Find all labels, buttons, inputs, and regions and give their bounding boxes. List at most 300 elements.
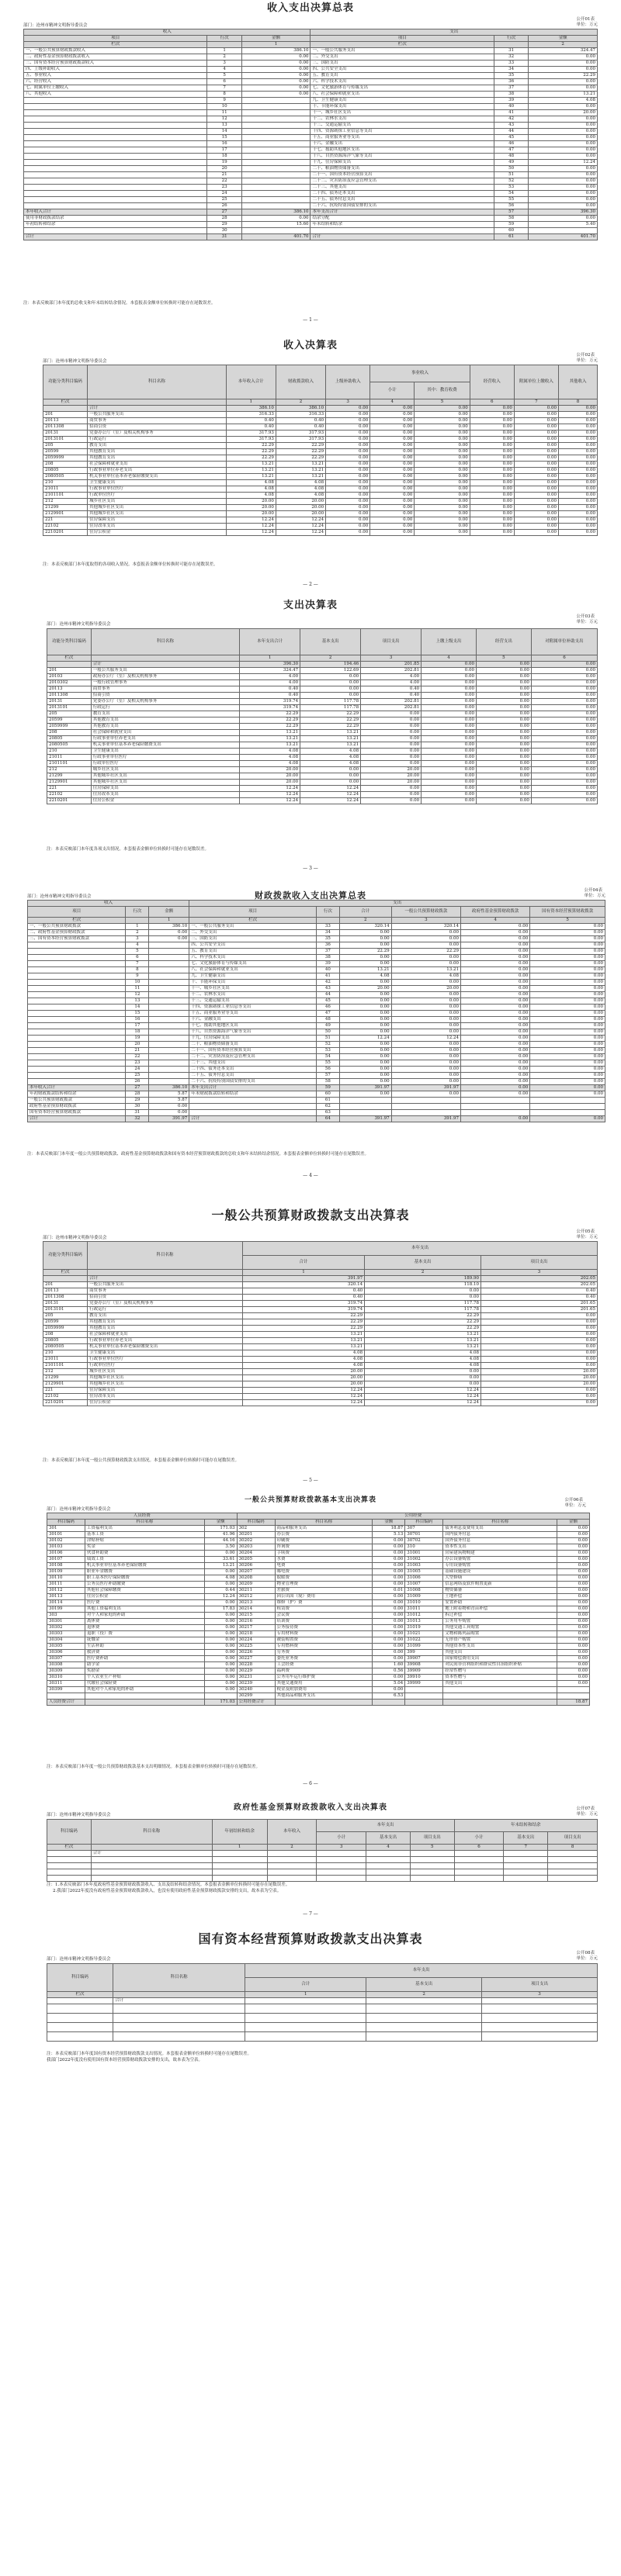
table-cell: 一、一般公共预算财政拨款收入 (24, 48, 207, 54)
table-cell: 五、事业收入 (24, 73, 207, 79)
table-cell: 0.00 (370, 443, 415, 449)
table-cell: 4.08 (339, 973, 391, 980)
table-cell: 行次 (207, 36, 241, 42)
table-cell (24, 116, 207, 123)
table-cell: 0.00 (204, 1631, 237, 1637)
table-cell: 0.00 (460, 986, 529, 992)
table-row (47, 798, 598, 804)
table-cell: 政府性基金预算财政拨款 (28, 1104, 126, 1110)
table-cell: 30113 (47, 1594, 85, 1600)
table-cell (267, 1851, 317, 1857)
section-government-fund (0, 1796, 621, 1928)
table-cell: 0.00 (529, 166, 598, 172)
table-cell (28, 1079, 126, 1085)
table-row (28, 1085, 605, 1091)
table-cell (28, 973, 126, 980)
table-cell: 22.29 (300, 724, 361, 730)
table-cell (405, 1699, 443, 1706)
table-cell (241, 98, 310, 104)
table-cell: 18.87 (373, 1526, 405, 1532)
table-cell: 48 (316, 1017, 339, 1023)
table-row (28, 1017, 605, 1023)
table-cell (454, 1851, 504, 1857)
table-cell: 22.29 (365, 1319, 481, 1326)
table-row (28, 1054, 605, 1060)
table-cell: 国内债务付息 (443, 1532, 557, 1538)
table-cell: 基本支出 (300, 629, 361, 655)
table-cell: 0.00 (391, 1048, 460, 1054)
table-row (47, 1876, 598, 1882)
table-cell: 0.00 (361, 717, 422, 724)
table-cell: 20.00 (243, 1375, 365, 1381)
table-note: 注：本表反映部门本年度取得的各项收入情况。本套报表金额单位转换时可能存在尾数误差。 (43, 562, 218, 567)
table-cell: 29 (126, 1098, 149, 1104)
table-cell: 27 (126, 1085, 149, 1091)
table-cell: 13.21 (276, 462, 325, 468)
table-cell: 30240 (237, 1687, 275, 1693)
table-cell: 0.00 (361, 724, 422, 730)
table-cell: 24 (207, 191, 241, 197)
table-cell: 221 (43, 517, 88, 524)
department-label: 部门：沧州市精神文明指导委员会 (43, 1236, 107, 1240)
table-cell (24, 166, 207, 172)
header-row (47, 655, 598, 662)
table-row (43, 1307, 598, 1313)
table-cell: 0.00 (514, 474, 558, 480)
table-row (28, 1067, 605, 1073)
table-cell: 0.00 (370, 462, 415, 468)
table-cell: 0.00 (476, 773, 531, 780)
table-cell: 住房保障支出 (88, 1388, 243, 1394)
table-cell: 0.00 (204, 1644, 237, 1650)
table-cell: 0.00 (481, 1363, 598, 1369)
table-cell: 386.10 (149, 924, 189, 930)
table-cell (24, 135, 207, 141)
table-cell: 0.00 (361, 798, 422, 804)
table-cell: 年末财政拨款结转和结余 (189, 1091, 317, 1098)
table-cell: 0.00 (557, 1625, 590, 1631)
table-cell: 功能分类科目编码 (43, 1242, 88, 1270)
table-cell: 22.29 (365, 1326, 481, 1332)
table-cell: 51 (494, 172, 528, 178)
table-cell: 117.78 (365, 1307, 481, 1313)
table-cell (28, 961, 126, 967)
table-cell: 0.00 (470, 530, 514, 536)
table-cell: 59 (316, 1085, 339, 1091)
table-cell: 39 (494, 98, 528, 104)
table-cell: 0.00 (365, 1381, 481, 1388)
table-cell (24, 191, 207, 197)
table-cell: 0.00 (361, 711, 422, 717)
table-cell: 5.04 (373, 1681, 405, 1687)
table-cell: 0.40 (276, 418, 325, 424)
table-cell: 行政事业单位医疗 (91, 755, 239, 761)
table-cell: 30110 (47, 1575, 85, 1582)
table-cell: 信息网络及软件购置更新 (443, 1582, 557, 1588)
table-cell: 33 (316, 924, 339, 930)
table-cell: 1 (207, 48, 241, 54)
table-cell: 二十四、债务还本支出 (189, 1067, 317, 1073)
table-cell: 0.00 (241, 73, 310, 79)
table-cell: 行政单位医疗 (88, 1363, 243, 1369)
table-cell: 2129901 (47, 780, 92, 786)
table-cell: 12.24 (391, 1036, 460, 1042)
table-cell: 302 (237, 1526, 275, 1532)
table-cell: 0.00 (531, 742, 597, 749)
table-cell: 0.00 (557, 1544, 590, 1551)
table-cell (530, 1104, 605, 1110)
table-cell: 57 (316, 1073, 339, 1079)
table-cell: 31008 (405, 1588, 443, 1594)
table-cell: 30299 (237, 1693, 275, 1699)
table-cell (113, 1992, 245, 1998)
table-cell: 0.00 (370, 517, 415, 524)
table-cell: 31 (494, 48, 528, 54)
table-cell: 30311 (47, 1681, 85, 1687)
table-cell: 项目支出 (482, 1978, 598, 1992)
table-cell: 0.00 (391, 961, 460, 967)
table-cell: 本年收入 (267, 1820, 317, 1845)
table-cell (212, 1869, 267, 1876)
table-cell: 本年支出 (245, 1964, 598, 1978)
table-cell (47, 1851, 92, 1857)
table-cell: 22.29 (240, 717, 300, 724)
table-cell: 38 (316, 955, 339, 961)
table-cell: 4.08 (365, 1363, 481, 1369)
table-cell: 0.00 (557, 1582, 590, 1588)
table-cell: 12.24 (240, 792, 300, 798)
section-state-capital (0, 1928, 621, 2080)
table-cell: 11 (126, 986, 149, 992)
table-cell: 0.00 (557, 1569, 590, 1575)
table-cell: 30199 (47, 1606, 85, 1613)
table-cell: 0.00 (365, 1369, 481, 1375)
table-cell (410, 1851, 454, 1857)
table-cell: 401.70 (241, 234, 310, 240)
table-cell: 20.00 (276, 505, 325, 511)
table-cell: 0.00 (391, 1079, 460, 1085)
table-cell: 30216 (237, 1619, 275, 1625)
table-cell: 其他支出 (443, 1681, 557, 1687)
table-cell: 城乡社区支出 (88, 1369, 243, 1375)
table-cell (149, 1048, 189, 1054)
table-cell: 0.00 (529, 85, 598, 92)
table-cell: 基本工资 (85, 1532, 204, 1538)
table-cell: 0.00 (339, 1023, 391, 1029)
table-cell: 12.24 (226, 517, 276, 524)
table-row (47, 2014, 598, 2023)
table-cell: 4.08 (365, 1350, 481, 1357)
table-row (47, 674, 598, 680)
table-cell: 行政事业单位养老支出 (91, 736, 239, 742)
table-cell (28, 949, 126, 955)
table-cell (91, 655, 239, 662)
table-cell: 0.00 (558, 480, 597, 486)
table-cell: 36 (494, 79, 528, 85)
table-cell: 培训费 (275, 1619, 373, 1625)
table-cell (149, 1060, 189, 1067)
table-cell: 0.00 (422, 730, 477, 736)
table-cell: 0.00 (460, 1023, 529, 1029)
table-cell: 4.08 (276, 493, 325, 499)
table-cell: 年末结转和结余 (454, 1820, 597, 1832)
table-cell: 科目名称 (88, 365, 227, 399)
table-cell: 0.00 (460, 1079, 529, 1085)
table-cell: 二十四、债务还本支出 (310, 191, 494, 197)
page-number: — 6 — (303, 1781, 318, 1786)
table-cell: 0.00 (514, 524, 558, 530)
table-row (43, 1332, 598, 1338)
table-cell: 25 (207, 197, 241, 203)
table-cell: 二十一、国有资本经营预算支出 (189, 1048, 317, 1054)
table-cell: 13 (207, 123, 241, 129)
table-cell (454, 1876, 504, 1882)
table-cell: 20805 (47, 736, 92, 742)
table-cell: 使用非财政拨款结余 (24, 216, 207, 222)
table-cell: 43 (316, 986, 339, 992)
table-cell: 12.24 (243, 1394, 365, 1400)
table-title: 一般公共预算财政拨款支出决算表 (211, 1208, 410, 1222)
table-row (43, 480, 598, 486)
table-cell: 基本支出 (366, 1978, 482, 1992)
table-cell: 22102 (47, 792, 92, 798)
table-cell: 0.00 (531, 668, 597, 674)
table-row (43, 1338, 598, 1344)
table-cell: 15.60 (241, 222, 310, 228)
table-row (43, 1400, 598, 1406)
table-cell: 0.01 (373, 1588, 405, 1594)
table-cell (267, 1863, 317, 1869)
table-cell: 13.21 (529, 92, 598, 98)
table-cell: 20.00 (276, 499, 325, 505)
table-cell (245, 2023, 366, 2032)
page-number: — 4 — (303, 1173, 318, 1178)
table-cell (317, 1851, 366, 1857)
table-cell: 其他教育支出 (88, 449, 227, 455)
table-cell: 退职（役）费 (85, 1631, 204, 1637)
table-cell: 十八、自然资源海洋气象等支出 (310, 154, 494, 160)
table-cell: 30102 (47, 1538, 85, 1544)
table-cell: 0.00 (481, 1313, 598, 1319)
table-cell: 资本性赠与 (443, 1675, 557, 1681)
table-cell: 317.93 (276, 430, 325, 437)
table-row (24, 216, 598, 222)
table-cell: 十四、资源勘探工业信息等支出 (310, 129, 494, 135)
table-cell: 专用设备购置 (443, 1563, 557, 1569)
table-cell: 30211 (237, 1588, 275, 1594)
table-cell (212, 1876, 267, 1882)
table-cell (47, 662, 92, 668)
table-cell: 319.74 (243, 1307, 365, 1313)
table-cell: 0.00 (460, 955, 529, 961)
table-row (47, 1557, 590, 1563)
table-cell (212, 1863, 267, 1869)
table-cell: 商品和服务支出 (275, 1526, 373, 1532)
table-cell: 0.00 (558, 424, 597, 430)
table-cell: 201.85 (361, 662, 422, 668)
table-cell (149, 1079, 189, 1085)
table-cell (530, 1110, 605, 1116)
table-cell: 行政单位医疗 (91, 761, 239, 767)
table-cell: 0.00 (204, 1637, 237, 1644)
table-cell: 0.00 (373, 1538, 405, 1544)
table-cell: 53 (494, 185, 528, 191)
table-cell: 0.00 (326, 418, 370, 424)
table-cell: 0.00 (391, 1091, 460, 1098)
table-cell: 9 (207, 98, 241, 104)
table-cell: 0.00 (422, 742, 477, 749)
table-cell: 0.00 (339, 1091, 391, 1098)
table-cell: 公务接待费 (275, 1625, 373, 1631)
table-cell (24, 228, 207, 234)
table-cell: 19 (126, 1036, 149, 1042)
table-cell: 其他城乡社区支出 (88, 1375, 243, 1381)
table-cell: 0.00 (557, 1650, 590, 1656)
table-cell (241, 129, 310, 135)
table-cell: 30701 (405, 1532, 443, 1538)
table-cell (391, 1110, 460, 1116)
table-cell: 七、文化旅游体育与传媒支出 (189, 961, 317, 967)
table-cell: 391.97 (243, 1276, 365, 1282)
table-cell: 科目编码 (47, 1820, 92, 1845)
table-cell: 奖金 (85, 1544, 204, 1551)
table-cell: 17 (126, 1023, 149, 1029)
table-cell: 生活补助 (85, 1644, 204, 1650)
table-cell (212, 1857, 267, 1863)
table-cell (149, 992, 189, 998)
table-cell: 0.00 (558, 468, 597, 474)
table-cell: 本年支出合计 (310, 209, 494, 216)
table-cell (28, 1054, 126, 1060)
table-cell (24, 141, 207, 147)
table-cell: 4.08 (365, 1357, 481, 1363)
table-cell: 12.24 (300, 786, 361, 792)
table-cell: 六、科学技术支出 (310, 79, 494, 85)
table-row (47, 1544, 590, 1551)
table-row (24, 147, 598, 154)
table-row (43, 1282, 598, 1288)
table-cell (24, 160, 207, 166)
table-cell: 12.24 (243, 1388, 365, 1394)
table-cell: 30217 (237, 1625, 275, 1631)
table-cell: 0.00 (530, 1067, 605, 1073)
table-cell: 171.03 (204, 1699, 237, 1706)
table-cell: 2101101 (47, 761, 92, 767)
table-cell: 205 (47, 711, 92, 717)
table-cell: 公用经费合计 (237, 1699, 275, 1706)
header-row (47, 629, 598, 655)
table-cell: 0.00 (326, 499, 370, 505)
table-cell: 2 (366, 1992, 482, 1998)
table-cell: 0.00 (326, 424, 370, 430)
table-cell (28, 992, 126, 998)
table-cell: 0.00 (531, 699, 597, 705)
table-cell (149, 1011, 189, 1017)
table-cell: 2210201 (47, 798, 92, 804)
table-cell: 商贸事务 (88, 1288, 243, 1295)
table-cell: 招商引资 (88, 424, 227, 430)
table-cell: 0.00 (529, 61, 598, 67)
table-cell: 34 (494, 67, 528, 73)
table-cell: 功能分类科目编码 (43, 365, 88, 399)
table-cell: 33.61 (204, 1557, 237, 1563)
table-cell: 0.00 (558, 493, 597, 499)
table-cell: 30 (207, 228, 241, 234)
table-cell: 0.00 (339, 1079, 391, 1085)
table-cell: 其他教育支出 (91, 724, 239, 730)
table-cell: 0.00 (530, 961, 605, 967)
table-cell: 319.74 (240, 699, 300, 705)
table-title: 支出决算表 (283, 600, 338, 611)
table-cell: 20.00 (276, 511, 325, 517)
table-cell: 0.00 (241, 61, 310, 67)
table-cell: 45 (494, 135, 528, 141)
table-cell: 12.24 (276, 517, 325, 524)
table-cell: 十四、资源勘探工业信息等支出 (189, 1004, 317, 1011)
table-cell: 0.00 (204, 1662, 237, 1668)
table-cell: 5 (415, 399, 470, 406)
table-row (47, 1693, 590, 1699)
table-cell: 0.00 (514, 430, 558, 437)
table-code: 公开08表 单位：万元 (576, 1951, 598, 1962)
table-title: 政府性基金预算财政拨款收入支出决算表 (234, 1803, 387, 1812)
table-cell: 党委办公厅（室）及相关机构事务 (88, 1301, 243, 1307)
table-cell: 210 (47, 749, 92, 755)
table-cell: 0.00 (339, 1060, 391, 1067)
table-cell: 0.00 (370, 437, 415, 443)
table-cell: 金额 (529, 36, 598, 42)
table-cell: 386.10 (276, 406, 325, 412)
table-cell: 303 (47, 1613, 85, 1619)
table-cell (241, 154, 310, 160)
table-cell: 地上附着物和青苗补偿 (443, 1606, 557, 1613)
table-cell: 0.00 (531, 680, 597, 686)
table-cell: 一、一般公共服务支出 (189, 924, 317, 930)
table-cell: 30303 (47, 1631, 85, 1637)
table-cell: 机关事业单位基本养老保险缴费支出 (88, 474, 227, 480)
table-cell: 本年支出 (243, 1242, 598, 1256)
table-cell: 20131 (43, 1301, 88, 1307)
table-cell: 20.00 (361, 773, 422, 780)
table-cell: 30201 (237, 1532, 275, 1538)
table-cell: 二十六、抗疫特别国债安排的支出 (310, 203, 494, 209)
table-cell: 310 (405, 1544, 443, 1551)
table-cell: 28 (126, 1091, 149, 1098)
table-note: 注：本表反映部门本年度各项支出情况。本套报表金额单位转换时可能存在尾数误差。 (47, 847, 210, 852)
table-cell: 30239 (237, 1681, 275, 1687)
table-cell: 0.00 (373, 1619, 405, 1625)
table-row (47, 668, 598, 674)
table-cell: 22.29 (276, 449, 325, 455)
table-cell: 7 (504, 1845, 548, 1851)
page-number: — 5 — (303, 1478, 318, 1483)
table-cell: 项目 (310, 36, 494, 42)
table-cell: 0.00 (557, 1668, 590, 1675)
table-cell: 8 (126, 967, 149, 973)
table-cell: 10 (207, 104, 241, 110)
table-cell: 二、政府性基金预算财政拨款收入 (24, 54, 207, 61)
table-row (47, 1575, 590, 1582)
table-cell: 0.00 (460, 1017, 529, 1023)
table-row (24, 185, 598, 191)
table-cell: 金额 (149, 907, 189, 918)
table-cell: 电费 (275, 1563, 373, 1569)
table-cell: 0.00 (476, 742, 531, 749)
table-cell: 其他教育支出 (91, 717, 239, 724)
table-cell: 0.00 (204, 1681, 237, 1687)
table-cell: 0.00 (373, 1600, 405, 1606)
table-cell: 0.00 (415, 517, 470, 524)
